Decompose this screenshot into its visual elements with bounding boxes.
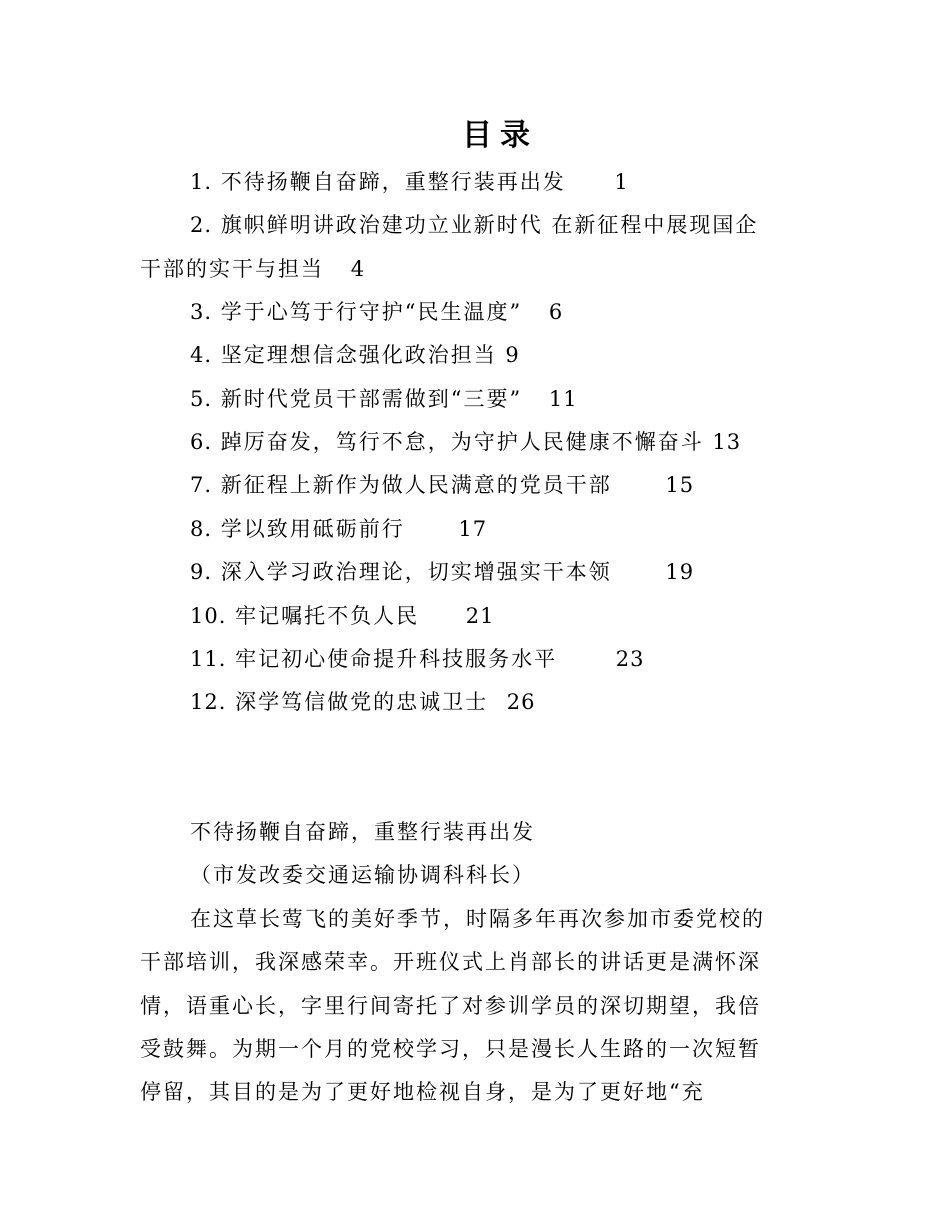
toc-item-page: 21	[465, 604, 495, 628]
toc-item	[190, 519, 487, 540]
toc-item-page: 26	[506, 690, 536, 714]
toc-item-text: 学以致用砥砺前行	[220, 517, 405, 541]
toc-item-number: 2.	[190, 213, 213, 237]
toc-item	[190, 389, 578, 410]
toc-item-text: 旗帜鲜明讲政治建功立业新时代 在新征程中展现国企	[220, 213, 759, 237]
toc-item	[190, 606, 495, 627]
toc-item-page: 15	[665, 473, 695, 497]
toc-item-number: 8.	[190, 517, 213, 541]
toc-item-text: 坚定理想信念强化政治担当	[220, 343, 497, 367]
toc-item-text: 深入学习政治理论，切实增强实干本领	[220, 560, 612, 584]
toc-item-number: 12.	[190, 690, 227, 714]
article-title: 不待扬鞭自奋蹄，重整行装再出发	[190, 820, 535, 844]
article-paragraph-line: 受鼓舞。为期一个月的党校学习，只是漫长人生路的一次短暂	[140, 1037, 761, 1061]
toc-item	[190, 562, 694, 583]
article-paragraph-line: 停留，其目的是为了更好地检视自身，是为了更好地“充	[140, 1080, 705, 1104]
toc-item	[190, 692, 536, 713]
toc-item-number: 10.	[190, 604, 227, 628]
toc-item-text: 深学笃信做党的忠诚卫士	[235, 690, 489, 714]
toc-item-number: 4.	[190, 343, 213, 367]
toc-item	[190, 215, 758, 236]
toc-item-page: 19	[665, 560, 695, 584]
toc-item	[190, 649, 645, 670]
article-author: （市发改委交通运输协调科科长）	[190, 863, 535, 887]
toc-item-text: 牢记嘱托不负人民	[235, 604, 420, 628]
toc-item-number: 1.	[190, 170, 213, 194]
toc-item-page: 1	[614, 170, 629, 194]
toc-item-page: 17	[458, 517, 488, 541]
toc-item-text: 牢记初心使命提升科技服务水平	[235, 647, 558, 671]
toc-item-number: 5.	[190, 387, 213, 411]
toc-item-page: 13	[712, 430, 742, 454]
toc-item-number: 9.	[190, 560, 213, 584]
toc-item-number: 11.	[190, 647, 227, 671]
toc-item-text-cont: 干部的实干与担当	[140, 257, 324, 281]
toc-item	[190, 302, 563, 323]
toc-item-number: 3.	[190, 300, 213, 324]
toc-item-number: 7.	[190, 473, 213, 497]
toc-item-text: 踔厉奋发，笃行不怠，为守护人民健康不懈奋斗	[220, 430, 704, 454]
toc-item-page: 6	[548, 300, 564, 324]
toc-item	[190, 172, 629, 193]
toc-item-page: 4	[350, 257, 366, 281]
toc-item-number: 6.	[190, 430, 213, 454]
toc-item-page: 11	[548, 387, 578, 411]
toc-item-text: 不待扬鞭自奋蹄，重整行装再出发	[220, 170, 566, 194]
toc-item-continuation	[140, 259, 365, 280]
toc-item-text: 新时代党员干部需做到“三要”	[220, 387, 523, 411]
article-paragraph-line: 在这草长莺飞的美好季节，时隔多年再次参加市委党校的	[190, 907, 765, 931]
toc-item	[190, 475, 694, 496]
toc-item	[190, 432, 741, 453]
toc-item-text: 新征程上新作为做人民满意的党员干部	[220, 473, 612, 497]
toc-item-page: 23	[615, 647, 645, 671]
toc-item-page: 9	[505, 343, 520, 367]
toc-item	[190, 345, 520, 366]
article-paragraph-line: 情，语重心长，字里行间寄托了对参训学员的深切期望，我倍	[140, 994, 761, 1018]
toc-title: 目录	[462, 118, 538, 153]
toc-item-text: 学于心笃于行守护“民生温度”	[220, 300, 523, 324]
article-paragraph-line: 干部培训，我深感荣幸。开班仪式上肖部长的讲话更是满怀深	[140, 950, 761, 974]
